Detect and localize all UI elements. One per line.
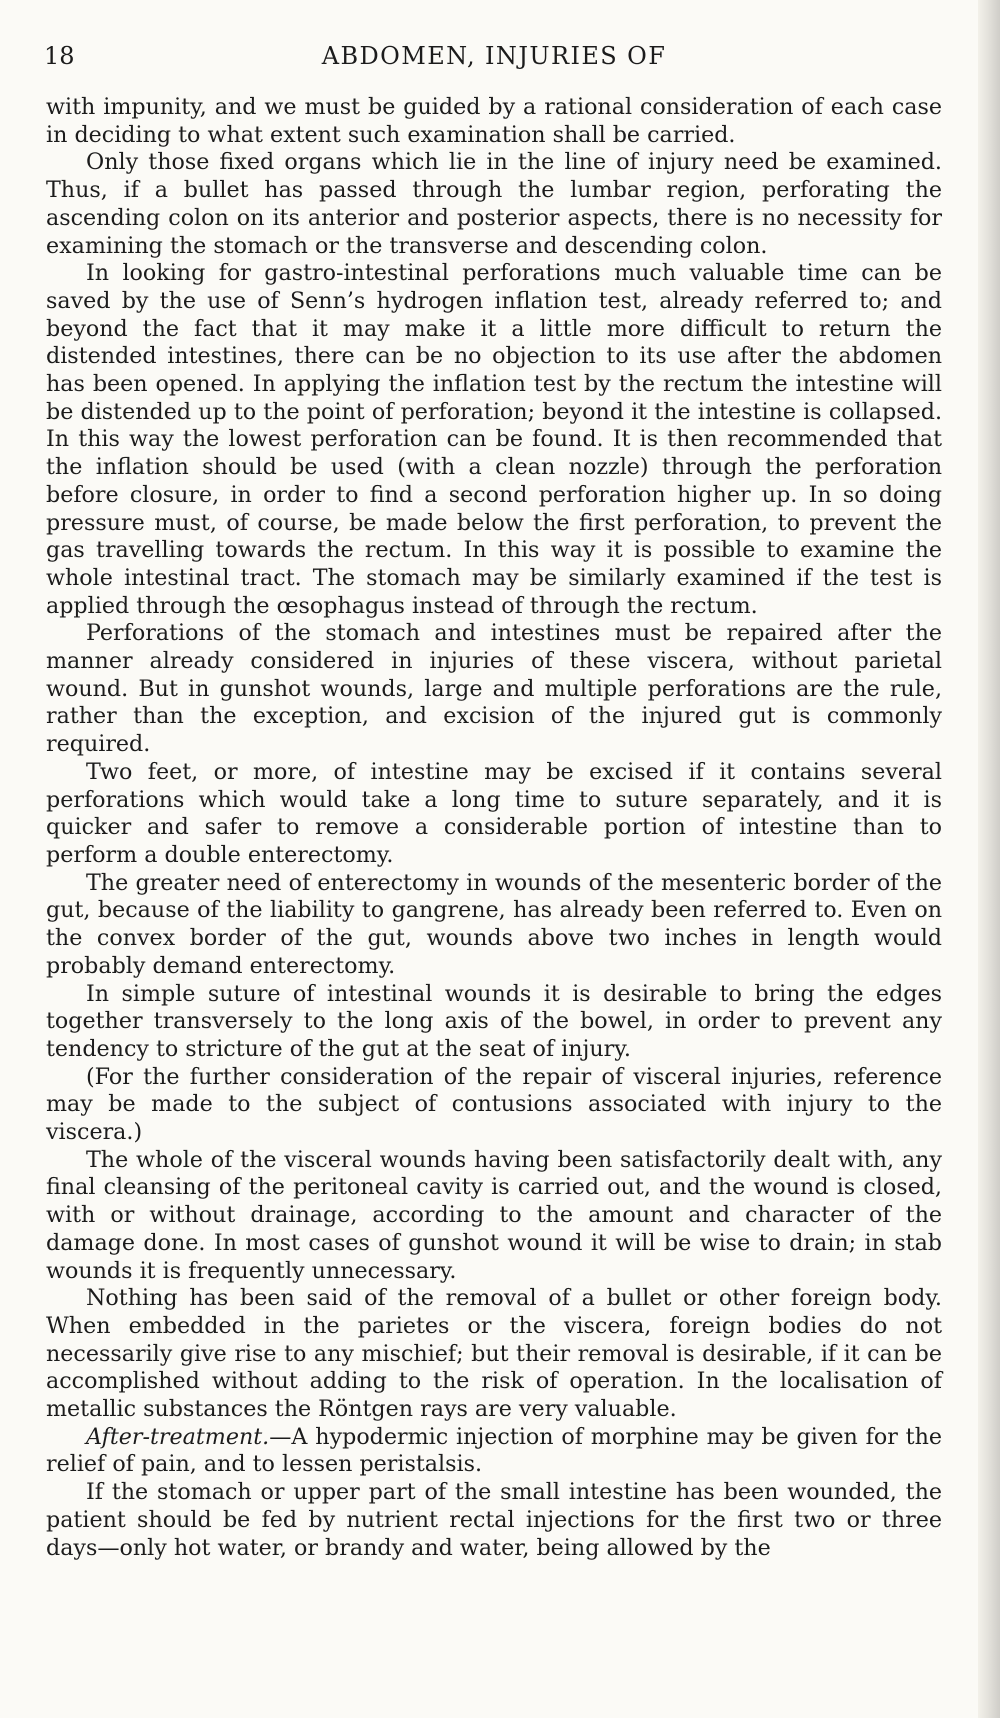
paragraph: If the stomach or upper part of the small intestine has been wounded, the patient should be fed by nutrient rectal injections for the first two or three days—only hot water, or brandy and water, being allowed by the — [46, 1479, 942, 1561]
paragraph: with impunity, and we must be guided by a rational consideration of each case in deciding to what extent such examination shall be carried. — [46, 94, 942, 148]
paragraph: The whole of the visceral wounds having been satisfactorily dealt with, any final cleansing of the peritoneal cavity is carried out, and the wound is closed, with or without drainage, according to the amount and character of the damage done. In most cases of gunshot wound it will be wise to drain; in stab wounds it is frequently unnecessary. — [46, 1146, 942, 1284]
running-head: ABDOMEN, INJURIES OF — [321, 42, 667, 70]
run-in-heading: After-treatment. — [86, 1423, 270, 1450]
paragraph: Perforations of the stomach and intestines must be repaired after the manner already considered in injuries of these viscera, without parietal wound. But in gunshot wounds, large and multiple perforations are the rule, rather than the exception, and excision of the injured gut is commonly required. — [46, 620, 942, 758]
paragraph: After-treatment.—A hypodermic injection of morphine may be given for the relief of pain, and to lessen peristalsis. — [46, 1423, 942, 1478]
paragraph: The greater need of enterectomy in wounds of the mesenteric border of the gut, because of the liability to gangrene, has already been referred to. Even on the convex border of the gut, wounds above two inches in length would probably demand enterectomy. — [46, 869, 942, 979]
page-binding-edge — [978, 0, 1000, 1718]
paragraph: In looking for gastro-intestinal perforations much valuable time can be saved by the use of Senn’s hydrogen inflation test, already referred to; and beyond the fact that it may make it a little more difficult to return the distended intestines, there can be no objection to its use after the abdomen has been opened. In applying the inflation test by the rectum the intestine will be distended up to the point of perforation; beyond it the intestine is collapsed. In this way the lowest perforation can be found. It is then recommended that the inflation should be used (with a clean nozzle) through the perforation before closure, in order to find a second perforation higher up. In so doing pressure must, of course, be made below the first perforation, to prevent the gas travelling towards the rectum. In this way it is possible to examine the whole intestinal tract. The stomach may be similarly examined if the test is applied through the œsophagus instead of through the rectum. — [46, 260, 942, 619]
paragraph: Two feet, or more, of intestine may be excised if it contains several perforations which would take a long time to suture separately, and it is quicker and safer to remove a considerable portion of intestine than to perform a double enterectomy. — [46, 758, 942, 868]
page-number: 18 — [44, 42, 75, 70]
paragraph: In simple suture of intestinal wounds it is desirable to bring the edges together transversely to the long axis of the bowel, in order to prevent any tendency to stricture of the gut at the seat of injury. — [46, 980, 942, 1062]
body-text — [46, 94, 942, 1562]
paragraph: Nothing has been said of the removal of a bullet or other foreign body. When embedded in the parietes or the viscera, foreign bodies do not necessarily give rise to any mischief; but their removal is desirable, if it can be accomplished without adding to the risk of operation. In the localisation of metallic substances the Röntgen rays are very valuable. — [46, 1285, 942, 1423]
paragraph: Only those fixed organs which lie in the line of injury need be examined. Thus, if a bullet has passed through the lumbar region, perforating the ascending colon on its anterior and posterior aspects, there is no necessity for examining the stomach or the transverse and descending colon. — [46, 149, 942, 259]
paragraph: (For the further consideration of the repair of visceral injuries, reference may be made to the subject of contusions associated with injury to the viscera.) — [46, 1063, 942, 1146]
page-header — [44, 42, 944, 82]
